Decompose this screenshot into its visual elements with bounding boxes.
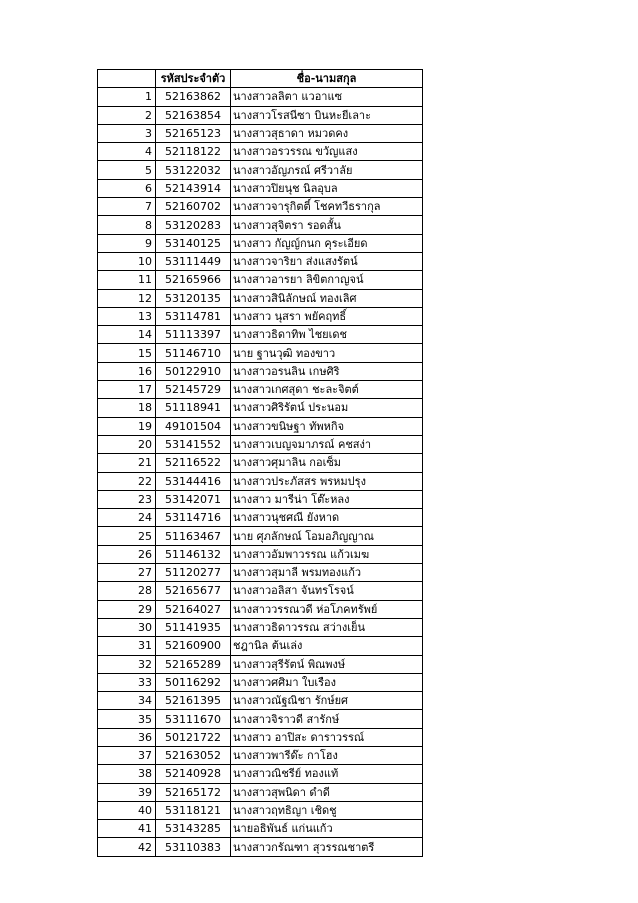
student-id-cell: 53111449 — [156, 252, 231, 270]
table-row — [98, 417, 423, 435]
row-number: 25 — [98, 527, 156, 545]
student-id-cell: 53118121 — [156, 801, 231, 819]
student-id-cell: 53114716 — [156, 509, 231, 527]
student-name-cell: นางสาวจิราวดี สารักษ์ — [231, 710, 423, 728]
student-id-cell: 52118122 — [156, 143, 231, 161]
student-id-cell: 52116522 — [156, 454, 231, 472]
row-number: 19 — [98, 417, 156, 435]
student-name-cell: นางสาวโรสนีซา บินหะยีเลาะ — [231, 106, 423, 124]
row-number: 3 — [98, 124, 156, 142]
student-id-cell: 53111670 — [156, 710, 231, 728]
student-name-cell: นางสาวอรนลิน เกษศิริ — [231, 362, 423, 380]
student-id-cell: 52163862 — [156, 88, 231, 106]
student-id-cell: 53114781 — [156, 307, 231, 325]
row-number: 13 — [98, 307, 156, 325]
row-number: 23 — [98, 490, 156, 508]
student-name-cell: นางสาวสุรีรัตน์ พิณพงษ์ — [231, 655, 423, 673]
student-id-cell: 53120283 — [156, 216, 231, 234]
table-row — [98, 271, 423, 289]
row-number: 35 — [98, 710, 156, 728]
student-name-cell: นางสาว อาปิสะ ดาราวรรณ์ — [231, 728, 423, 746]
row-number: 22 — [98, 472, 156, 490]
student-name-cell: นางสาวธิดาวรรณ สว่างเย็น — [231, 618, 423, 636]
student-id-cell: 52165123 — [156, 124, 231, 142]
student-name-cell: นางสาวสุพนิดา ดำดี — [231, 783, 423, 801]
table-row — [98, 783, 423, 801]
roster-body — [98, 88, 423, 856]
table-row — [98, 509, 423, 527]
table-row — [98, 820, 423, 838]
table-row — [98, 801, 423, 819]
student-name-cell: นางสาวศศิมา ใบเรือง — [231, 673, 423, 691]
student-id-cell: 52160900 — [156, 637, 231, 655]
student-name-cell: นางสาวฤทธิญา เชิดชู — [231, 801, 423, 819]
student-id-cell: 52140928 — [156, 765, 231, 783]
table-row — [98, 143, 423, 161]
table-row — [98, 198, 423, 216]
table-row — [98, 106, 423, 124]
row-number: 2 — [98, 106, 156, 124]
student-id-cell: 52165289 — [156, 655, 231, 673]
student-id-cell: 52145729 — [156, 381, 231, 399]
table-row — [98, 326, 423, 344]
student-id-cell: 50116292 — [156, 673, 231, 691]
student-name-cell: นางสาวอารยา ลิขิตกาญจน์ — [231, 271, 423, 289]
student-id-cell: 53144416 — [156, 472, 231, 490]
student-id-cell: 52163854 — [156, 106, 231, 124]
row-number: 17 — [98, 381, 156, 399]
student-id-cell: 52165966 — [156, 271, 231, 289]
header-full-name: ชื่อ-นามสกุล — [231, 70, 423, 88]
table-row — [98, 472, 423, 490]
table-row — [98, 289, 423, 307]
row-number: 40 — [98, 801, 156, 819]
row-number: 8 — [98, 216, 156, 234]
table-row — [98, 216, 423, 234]
row-number: 18 — [98, 399, 156, 417]
table-row — [98, 692, 423, 710]
row-number: 30 — [98, 618, 156, 636]
student-name-cell: นางสาวสุมาลี พรมทองแก้ว — [231, 564, 423, 582]
row-number: 10 — [98, 252, 156, 270]
row-number: 41 — [98, 820, 156, 838]
row-number: 7 — [98, 198, 156, 216]
header-row — [98, 70, 423, 88]
student-id-cell: 52160702 — [156, 198, 231, 216]
table-row — [98, 673, 423, 691]
row-number: 12 — [98, 289, 156, 307]
row-number: 4 — [98, 143, 156, 161]
student-id-cell: 53140125 — [156, 234, 231, 252]
student-id-cell: 50121722 — [156, 728, 231, 746]
row-number: 28 — [98, 582, 156, 600]
student-name-cell: นางสาวประภัสสร พรหมปรุง — [231, 472, 423, 490]
row-number: 37 — [98, 746, 156, 764]
student-id-cell: 52143914 — [156, 179, 231, 197]
row-number: 15 — [98, 344, 156, 362]
student-roster-table — [97, 69, 423, 857]
student-name-cell: นางสาวอัมพาวรรณ แก้วเมฆ — [231, 545, 423, 563]
student-name-cell: นางสาว กัญญ์กนก คุระเอียด — [231, 234, 423, 252]
table-row — [98, 454, 423, 472]
row-number: 42 — [98, 838, 156, 856]
student-name-cell: นางสาวปิยนุช นิลอุบล — [231, 179, 423, 197]
student-name-cell: นางสาวจาริยา ส่งแสงรัตน์ — [231, 252, 423, 270]
table-row — [98, 307, 423, 325]
student-id-cell: 51120277 — [156, 564, 231, 582]
row-number: 34 — [98, 692, 156, 710]
student-name-cell: นายอธิพันธ์ แก่นแก้ว — [231, 820, 423, 838]
student-id-cell: 51118941 — [156, 399, 231, 417]
table-row — [98, 252, 423, 270]
table-row — [98, 728, 423, 746]
row-number: 14 — [98, 326, 156, 344]
student-name-cell: นางสาวธิดาทิพ ไชยเดช — [231, 326, 423, 344]
table-row — [98, 564, 423, 582]
row-number: 1 — [98, 88, 156, 106]
row-number: 36 — [98, 728, 156, 746]
row-number: 21 — [98, 454, 156, 472]
student-name-cell: นางสาวขนิษฐา ทัพหกิจ — [231, 417, 423, 435]
student-id-cell: 53120135 — [156, 289, 231, 307]
student-id-cell: 52161395 — [156, 692, 231, 710]
student-id-cell: 53122032 — [156, 161, 231, 179]
student-name-cell: นางสาวเบญจมาภรณ์ คชสง่า — [231, 435, 423, 453]
table-row — [98, 362, 423, 380]
student-name-cell: นางสาวณิชรีย์ ทองแท้ — [231, 765, 423, 783]
student-name-cell: นางสาวนุชศณี ยังหาด — [231, 509, 423, 527]
student-name-cell: นางสาวลลิตา แวอาแซ — [231, 88, 423, 106]
student-name-cell: ชฎานิล ต้นเล่ง — [231, 637, 423, 655]
row-number: 6 — [98, 179, 156, 197]
row-number: 29 — [98, 600, 156, 618]
student-id-cell: 53141552 — [156, 435, 231, 453]
student-name-cell: นางสาว นุสรา พยัคฤทธิ์ — [231, 307, 423, 325]
student-id-cell: 51146132 — [156, 545, 231, 563]
table-row — [98, 161, 423, 179]
student-id-cell: 53110383 — [156, 838, 231, 856]
student-name-cell: นาย ศุภลักษณ์ โอมอภิญญาณ — [231, 527, 423, 545]
table-row — [98, 710, 423, 728]
row-number: 16 — [98, 362, 156, 380]
student-name-cell: นางสาวอัญภรณ์ ศรีวาลัย — [231, 161, 423, 179]
table-row — [98, 381, 423, 399]
table-row — [98, 124, 423, 142]
table-row — [98, 399, 423, 417]
table-row — [98, 582, 423, 600]
student-name-cell: นางสาวอรวรรณ ขวัญแสง — [231, 143, 423, 161]
table-row — [98, 344, 423, 362]
table-row — [98, 545, 423, 563]
student-name-cell: นางสาวเกศสุดา ชะละจิตต์ — [231, 381, 423, 399]
row-number: 26 — [98, 545, 156, 563]
table-row — [98, 600, 423, 618]
table-row — [98, 179, 423, 197]
table-row — [98, 234, 423, 252]
student-id-cell: 52165677 — [156, 582, 231, 600]
row-number: 9 — [98, 234, 156, 252]
header-number — [98, 70, 156, 88]
student-id-cell: 52163052 — [156, 746, 231, 764]
student-id-cell: 52165172 — [156, 783, 231, 801]
row-number: 24 — [98, 509, 156, 527]
row-number: 5 — [98, 161, 156, 179]
table-row — [98, 527, 423, 545]
student-id-cell: 53143285 — [156, 820, 231, 838]
student-id-cell: 49101504 — [156, 417, 231, 435]
row-number: 33 — [98, 673, 156, 691]
table-row — [98, 88, 423, 106]
student-name-cell: นางสาวจารุกิตติ์ โชคทวีธรากุล — [231, 198, 423, 216]
row-number: 11 — [98, 271, 156, 289]
table-row — [98, 746, 423, 764]
student-id-cell: 53142071 — [156, 490, 231, 508]
table-row — [98, 838, 423, 856]
student-id-cell: 51141935 — [156, 618, 231, 636]
header-student-id: รหัสประจำตัว — [156, 70, 231, 88]
table-row — [98, 490, 423, 508]
table-row — [98, 655, 423, 673]
row-number: 31 — [98, 637, 156, 655]
table-row — [98, 618, 423, 636]
student-name-cell: นางสาวสุจิตรา รอดสั้น — [231, 216, 423, 234]
student-name-cell: นางสาวสุธาดา หมวดคง — [231, 124, 423, 142]
student-id-cell: 52164027 — [156, 600, 231, 618]
table-row — [98, 765, 423, 783]
row-number: 39 — [98, 783, 156, 801]
row-number: 38 — [98, 765, 156, 783]
student-name-cell: นางสาวศุมาลิน กอเซ็ม — [231, 454, 423, 472]
student-name-cell: นางสาวศิริรัตน์ ประนอม — [231, 399, 423, 417]
student-name-cell: นางสาวพารีด๊ะ กาโฮง — [231, 746, 423, 764]
student-id-cell: 51146710 — [156, 344, 231, 362]
student-id-cell: 51163467 — [156, 527, 231, 545]
student-name-cell: นางสาวกรัณฑา สุวรรณชาตรี — [231, 838, 423, 856]
row-number: 20 — [98, 435, 156, 453]
student-name-cell: นางสาว มารีน่า โต๊ะหลง — [231, 490, 423, 508]
table-row — [98, 637, 423, 655]
student-id-cell: 51113397 — [156, 326, 231, 344]
row-number: 32 — [98, 655, 156, 673]
table-row — [98, 435, 423, 453]
student-name-cell: นางสาวณัฐณิชา รักษ์ยศ — [231, 692, 423, 710]
student-name-cell: นาย ฐานวุฒิ ทองขาว — [231, 344, 423, 362]
student-name-cell: นางสาววรรณวดี ห่อโภคทรัพย์ — [231, 600, 423, 618]
student-id-cell: 50122910 — [156, 362, 231, 380]
row-number: 27 — [98, 564, 156, 582]
student-name-cell: นางสาวอลิสา จันทรโรจน์ — [231, 582, 423, 600]
student-name-cell: นางสาวสินิลักษณ์ ทองเลิศ — [231, 289, 423, 307]
